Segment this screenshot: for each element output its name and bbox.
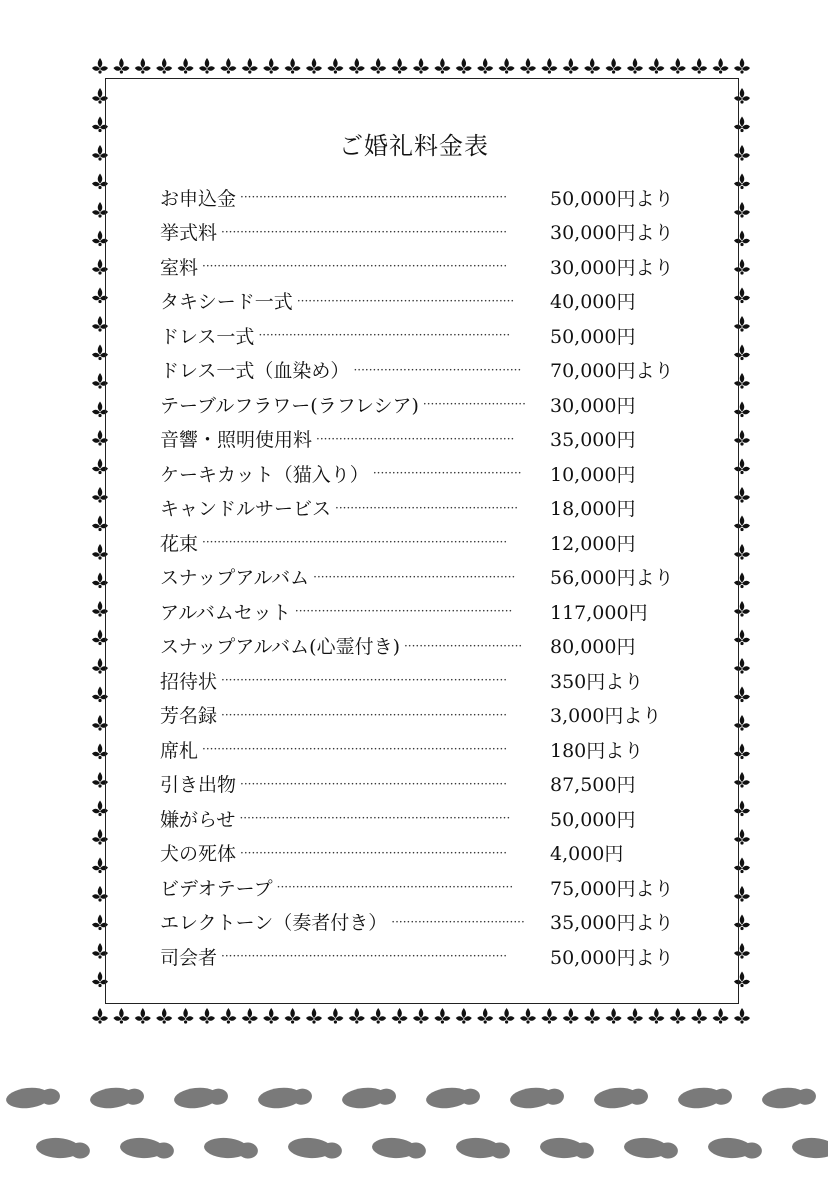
leader-dots: ················································································ bbox=[202, 535, 508, 550]
footprint-icon bbox=[173, 1085, 229, 1111]
fleur-ornament-icon bbox=[413, 1008, 429, 1024]
footprint-icon bbox=[791, 1136, 828, 1160]
fleur-ornament-icon bbox=[285, 1008, 301, 1024]
fleur-ornament-icon bbox=[392, 1008, 408, 1024]
fee-item: 芳名録 bbox=[160, 705, 218, 728]
page-title: ご婚礼料金表 bbox=[339, 132, 489, 160]
footprint-icon bbox=[623, 1136, 678, 1160]
fleur-ornament-icon bbox=[113, 58, 129, 74]
fleur-ornament-icon bbox=[220, 58, 236, 74]
footprint-icon bbox=[707, 1136, 762, 1160]
fee-item: タキシード一式 bbox=[160, 291, 293, 314]
leader-dots: ······································································ bbox=[240, 845, 508, 860]
fee-row bbox=[160, 560, 720, 595]
fleur-ornament-icon bbox=[648, 1008, 664, 1024]
fee-item: ドレス一式（血染め） bbox=[160, 360, 350, 383]
leader-dots: ······························· bbox=[403, 638, 523, 653]
fee-price: 80,000円 bbox=[550, 636, 636, 659]
fleur-ornament-icon bbox=[370, 1008, 386, 1024]
leader-dots: ······································· bbox=[372, 466, 522, 481]
fleur-ornament-icon bbox=[670, 58, 686, 74]
fee-row bbox=[160, 870, 720, 905]
leader-dots: ················································································ bbox=[202, 742, 508, 757]
fee-item: 席札 bbox=[160, 739, 199, 762]
fee-row bbox=[160, 215, 720, 250]
fee-row bbox=[160, 801, 720, 836]
fee-price: 87,500円 bbox=[550, 774, 636, 797]
fleur-ornament-icon bbox=[135, 1008, 151, 1024]
fee-row bbox=[160, 387, 720, 422]
fee-price: 75,000円より bbox=[550, 877, 674, 900]
leader-dots: ························································· bbox=[296, 293, 515, 308]
fleur-ornament-icon bbox=[520, 1008, 536, 1024]
fee-row bbox=[160, 491, 720, 526]
fleur-ornament-icon bbox=[691, 58, 707, 74]
fleur-ornament-icon bbox=[541, 1008, 557, 1024]
fleur-ornament-icon bbox=[499, 1008, 515, 1024]
fee-price: 12,000円 bbox=[550, 532, 636, 555]
fleur-ornament-icon bbox=[499, 58, 515, 74]
fee-price: 50,000円 bbox=[550, 808, 636, 831]
footprint-icon bbox=[287, 1136, 342, 1160]
fee-price: 180円より bbox=[550, 739, 644, 762]
leader-dots: ······································································· bbox=[239, 811, 511, 826]
footprint-icon bbox=[89, 1085, 145, 1111]
fee-item: ケーキカット（猫入り） bbox=[160, 463, 369, 486]
fleur-ornament-icon bbox=[691, 1008, 707, 1024]
fee-price: 50,000円 bbox=[550, 325, 636, 348]
fleur-ornament-icon bbox=[434, 58, 450, 74]
footprint-icon bbox=[455, 1136, 510, 1160]
fee-item: 嫌がらせ bbox=[160, 808, 236, 831]
fleur-ornament-icon bbox=[285, 58, 301, 74]
fleur-ornament-icon bbox=[713, 58, 729, 74]
fee-price: 56,000円より bbox=[550, 567, 674, 590]
fleur-ornament-icon bbox=[563, 1008, 579, 1024]
fee-item: スナップアルバム bbox=[160, 567, 310, 590]
footprint-icon bbox=[761, 1085, 817, 1111]
fee-price: 30,000円より bbox=[550, 222, 674, 245]
fleur-ornament-icon bbox=[606, 58, 622, 74]
fleur-ornament-icon bbox=[199, 1008, 215, 1024]
leader-dots: ·································································· bbox=[258, 328, 511, 343]
leader-dots: ··········································································· bbox=[221, 224, 508, 239]
fleur-ornament-icon bbox=[327, 58, 343, 74]
fleur-ornament-icon bbox=[713, 1008, 729, 1024]
fee-item: 司会者 bbox=[160, 946, 218, 969]
leader-dots: ···················································· bbox=[316, 431, 515, 446]
fleur-ornament-icon bbox=[242, 58, 258, 74]
fleur-ornament-icon bbox=[220, 1008, 236, 1024]
fee-row bbox=[160, 629, 720, 664]
fee-row bbox=[160, 456, 720, 491]
fee-price: 70,000円より bbox=[550, 360, 674, 383]
fleur-ornament-icon bbox=[563, 58, 579, 74]
fleur-ornament-icon bbox=[584, 1008, 600, 1024]
fleur-ornament-icon bbox=[670, 1008, 686, 1024]
fee-row bbox=[160, 525, 720, 560]
fee-price: 35,000円より bbox=[550, 912, 674, 935]
fee-row bbox=[160, 318, 720, 353]
fleur-ornament-icon bbox=[306, 1008, 322, 1024]
fee-price: 50,000円より bbox=[550, 946, 674, 969]
fleur-ornament-icon bbox=[327, 1008, 343, 1024]
footprint-icon bbox=[341, 1085, 397, 1111]
fleur-ornament-icon bbox=[584, 58, 600, 74]
leader-dots: ················································ bbox=[335, 500, 519, 515]
fee-item: 引き出物 bbox=[160, 774, 237, 797]
fee-price: 35,000円 bbox=[550, 429, 636, 452]
fleur-ornament-icon bbox=[734, 1008, 750, 1024]
fee-item: ビデオテープ bbox=[160, 877, 273, 900]
fee-price: 117,000円 bbox=[550, 601, 648, 624]
fleur-ornament-icon bbox=[734, 58, 750, 74]
fleur-ornament-icon bbox=[92, 1008, 108, 1024]
leader-dots: ······································································ bbox=[240, 190, 508, 205]
fleur-ornament-icon bbox=[306, 58, 322, 74]
fleur-ornament-icon bbox=[413, 58, 429, 74]
fleur-ornament-icon bbox=[113, 1008, 129, 1024]
fee-price: 40,000円 bbox=[550, 291, 636, 314]
fee-item: 音響・照明使用料 bbox=[160, 429, 313, 452]
fee-item: 室料 bbox=[160, 256, 199, 279]
fleur-ornament-icon bbox=[199, 58, 215, 74]
footprint-icon bbox=[371, 1136, 426, 1160]
fee-row bbox=[160, 249, 720, 284]
fee-row bbox=[160, 836, 720, 871]
leader-dots: ······························································ bbox=[276, 880, 514, 895]
fleur-ornament-icon bbox=[349, 1008, 365, 1024]
footprint-icon bbox=[677, 1085, 733, 1111]
fee-row bbox=[160, 939, 720, 974]
footprint-decoration bbox=[0, 1068, 828, 1178]
fee-row bbox=[160, 767, 720, 802]
fee-item: 犬の死体 bbox=[160, 843, 237, 866]
fee-row bbox=[160, 180, 720, 215]
fleur-ornament-icon bbox=[92, 58, 108, 74]
fleur-ornament-icon bbox=[263, 1008, 279, 1024]
fleur-ornament-icon bbox=[456, 58, 472, 74]
fee-price: 30,000円 bbox=[550, 394, 636, 417]
leader-dots: ··········································································· bbox=[221, 949, 508, 964]
leader-dots: ················································································ bbox=[202, 259, 508, 274]
fee-item: お申込金 bbox=[160, 187, 237, 210]
fleur-ornament-icon bbox=[477, 58, 493, 74]
leader-dots: ······································································ bbox=[240, 776, 508, 791]
footprint-icon bbox=[509, 1085, 565, 1111]
fee-item: スナップアルバム(心霊付き) bbox=[160, 636, 400, 659]
fee-row bbox=[160, 594, 720, 629]
fee-item: 招待状 bbox=[160, 670, 218, 693]
footprint-icon bbox=[5, 1085, 61, 1111]
fee-row bbox=[160, 663, 720, 698]
leader-dots: ··········································································· bbox=[221, 673, 508, 688]
fee-price: 3,000円より bbox=[550, 705, 662, 728]
fleur-ornament-icon bbox=[434, 1008, 450, 1024]
fee-item: テーブルフラワー(ラフレシア) bbox=[160, 394, 419, 417]
fee-price: 350円より bbox=[550, 670, 644, 693]
fee-row bbox=[160, 284, 720, 319]
fee-row bbox=[160, 905, 720, 940]
leader-dots: ············································ bbox=[353, 362, 522, 377]
footprint-icon bbox=[35, 1136, 90, 1160]
fleur-ornament-icon bbox=[520, 58, 536, 74]
fee-price: 50,000円より bbox=[550, 187, 674, 210]
fleur-ornament-icon bbox=[178, 1008, 194, 1024]
fleur-ornament-icon bbox=[156, 1008, 172, 1024]
leader-dots: ························································· bbox=[294, 604, 513, 619]
footprint-icon bbox=[119, 1136, 174, 1160]
fleur-ornament-icon bbox=[541, 58, 557, 74]
fee-list bbox=[160, 180, 720, 974]
footprint-icon bbox=[593, 1085, 649, 1111]
fee-row bbox=[160, 732, 720, 767]
fee-item: キャンドルサービス bbox=[160, 498, 332, 521]
fleur-ornament-icon bbox=[135, 58, 151, 74]
fleur-ornament-icon bbox=[178, 58, 194, 74]
fleur-ornament-icon bbox=[477, 1008, 493, 1024]
fleur-ornament-icon bbox=[627, 1008, 643, 1024]
footprint-icon bbox=[539, 1136, 594, 1160]
footprint-icon bbox=[257, 1085, 313, 1111]
fleur-ornament-icon bbox=[627, 58, 643, 74]
fee-row bbox=[160, 353, 720, 388]
leader-dots: ··········································································· bbox=[221, 707, 508, 722]
fee-price: 4,000円 bbox=[550, 843, 624, 866]
fee-price: 18,000円 bbox=[550, 498, 636, 521]
fleur-ornament-icon bbox=[263, 58, 279, 74]
fleur-ornament-icon bbox=[648, 58, 664, 74]
leader-dots: ··································· bbox=[391, 914, 525, 929]
fleur-ornament-icon bbox=[242, 1008, 258, 1024]
fleur-ornament-icon bbox=[349, 58, 365, 74]
fee-item: 挙式料 bbox=[160, 222, 218, 245]
fleur-ornament-icon bbox=[392, 58, 408, 74]
leader-dots: ····················································· bbox=[313, 569, 516, 584]
fee-item: 花束 bbox=[160, 532, 199, 555]
fleur-ornament-icon bbox=[156, 58, 172, 74]
fleur-ornament-icon bbox=[606, 1008, 622, 1024]
footprint-icon bbox=[203, 1136, 258, 1160]
fee-item: アルバムセット bbox=[160, 601, 291, 624]
fee-item: ドレス一式 bbox=[160, 325, 255, 348]
fleur-ornament-icon bbox=[370, 58, 386, 74]
fee-price: 30,000円より bbox=[550, 256, 674, 279]
fee-row bbox=[160, 422, 720, 457]
fee-price: 10,000円 bbox=[550, 463, 636, 486]
leader-dots: ··························· bbox=[422, 397, 526, 412]
fleur-ornament-icon bbox=[456, 1008, 472, 1024]
fee-item: エレクトーン（奏者付き） bbox=[160, 912, 388, 935]
footprint-icon bbox=[425, 1085, 481, 1111]
fee-row bbox=[160, 698, 720, 733]
